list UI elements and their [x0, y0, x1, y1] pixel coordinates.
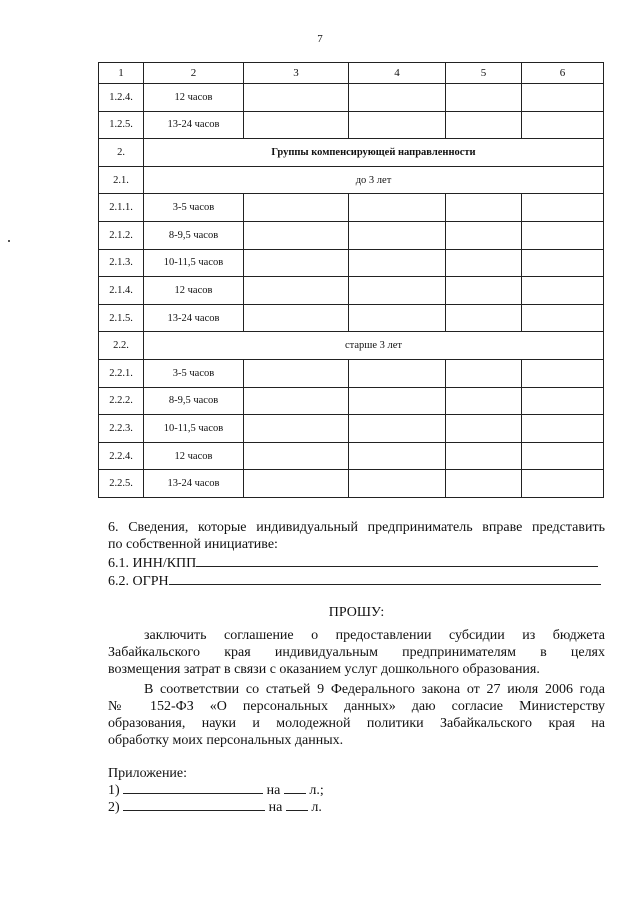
- attachment-item: [108, 782, 605, 799]
- value-cell[interactable]: [244, 415, 349, 443]
- table-row: [99, 166, 604, 194]
- duration-label: 12 часов: [144, 277, 244, 305]
- value-cell[interactable]: [446, 249, 522, 277]
- value-cell[interactable]: [446, 359, 522, 387]
- table-row: [99, 415, 604, 443]
- duration-label: 10-11,5 часов: [144, 249, 244, 277]
- duration-label: 3-5 часов: [144, 359, 244, 387]
- request-p1-line3: возмещения затрат в связи с оказанием услуг дошкольного образования.: [108, 662, 540, 677]
- row-number: 2.1.2.: [99, 221, 144, 249]
- row-number: 2.1.5.: [99, 304, 144, 332]
- row-number: 2.2.2.: [99, 387, 144, 415]
- attachment-item: [108, 799, 605, 816]
- table-row: [99, 139, 604, 167]
- header-cell: 1: [99, 63, 144, 84]
- value-cell[interactable]: [446, 442, 522, 470]
- value-cell[interactable]: [349, 249, 446, 277]
- row-number: 2.2.4.: [99, 442, 144, 470]
- value-cell[interactable]: [349, 359, 446, 387]
- row-number: 2.1.1.: [99, 194, 144, 222]
- table-row: [99, 387, 604, 415]
- value-cell[interactable]: [244, 221, 349, 249]
- table-row: [99, 111, 604, 139]
- attachment-suffix: л.: [311, 800, 322, 815]
- duration-label: 8-9,5 часов: [144, 387, 244, 415]
- attachment-suffix: л.;: [309, 783, 324, 798]
- value-cell[interactable]: [522, 84, 604, 112]
- value-cell[interactable]: [349, 111, 446, 139]
- value-cell[interactable]: [446, 194, 522, 222]
- group-heading: Группы компенсирующей направленности: [144, 139, 604, 167]
- value-cell[interactable]: [446, 387, 522, 415]
- duration-label: 10-11,5 часов: [144, 415, 244, 443]
- inn-row: [108, 555, 605, 572]
- request-p2-line3: образования, науки и молодежной политики Забайкальского края на: [108, 716, 605, 731]
- table-row: [99, 470, 604, 498]
- duration-label: 13-24 часов: [144, 111, 244, 139]
- value-cell[interactable]: [349, 84, 446, 112]
- duration-label: 13-24 часов: [144, 470, 244, 498]
- attachment-na: на: [266, 783, 281, 798]
- row-number: 2.1.: [99, 166, 144, 194]
- value-cell[interactable]: [446, 470, 522, 498]
- value-cell[interactable]: [446, 304, 522, 332]
- attachment-num: 2): [108, 800, 120, 815]
- value-cell[interactable]: [522, 221, 604, 249]
- row-number: 2.2.1.: [99, 359, 144, 387]
- value-cell[interactable]: [349, 277, 446, 305]
- row-number: 2.: [99, 139, 144, 167]
- table-row: [99, 249, 604, 277]
- section6-line2: по собственной инициативе:: [108, 537, 278, 552]
- section6-line1: 6. Сведения, которые индивидуальный предприниматель вправе представить: [108, 520, 605, 535]
- ogrn-label: 6.2. ОГРН: [108, 574, 169, 589]
- value-cell[interactable]: [244, 387, 349, 415]
- table-row: [99, 304, 604, 332]
- row-number: 1.2.4.: [99, 84, 144, 112]
- table-row: [99, 332, 604, 360]
- ogrn-row: [108, 573, 605, 590]
- request-p2-line2: № 152-ФЗ «О персональных данных» даю согласие Министерству: [108, 699, 605, 714]
- row-number: 1.2.5.: [99, 111, 144, 139]
- duration-label: 8-9,5 часов: [144, 221, 244, 249]
- value-cell[interactable]: [244, 194, 349, 222]
- value-cell[interactable]: [522, 277, 604, 305]
- table-row: [99, 442, 604, 470]
- header-cell: 5: [446, 63, 522, 84]
- request-p1-line1: заключить соглашение о предоставлении субсидии из бюджета: [144, 628, 605, 643]
- table-row: [99, 277, 604, 305]
- request-p2-line1: В соответствии со статьей 9 Федерального закона от 27 июля 2006 года: [144, 682, 605, 697]
- value-cell[interactable]: [522, 387, 604, 415]
- table-header-row: [99, 63, 604, 84]
- value-cell[interactable]: [446, 221, 522, 249]
- attachment-name-field[interactable]: [123, 810, 265, 811]
- attachment-pages-field[interactable]: [284, 793, 306, 794]
- row-number: 2.1.4.: [99, 277, 144, 305]
- ogrn-field[interactable]: [169, 584, 601, 585]
- attachment-num: 1): [108, 783, 120, 798]
- value-cell[interactable]: [244, 304, 349, 332]
- request-p2-line4: обработку моих персональных данных.: [108, 733, 344, 748]
- value-cell[interactable]: [522, 304, 604, 332]
- attachment-pages-field[interactable]: [286, 810, 308, 811]
- page-number: 7: [317, 33, 323, 45]
- row-number: 2.2.: [99, 332, 144, 360]
- value-cell[interactable]: [349, 221, 446, 249]
- header-cell: 6: [522, 63, 604, 84]
- inn-field[interactable]: [196, 566, 598, 567]
- duration-label: 12 часов: [144, 442, 244, 470]
- value-cell[interactable]: [522, 249, 604, 277]
- header-cell: 2: [144, 63, 244, 84]
- value-cell[interactable]: [522, 359, 604, 387]
- value-cell[interactable]: [349, 470, 446, 498]
- value-cell[interactable]: [244, 111, 349, 139]
- row-number: 2.2.5.: [99, 470, 144, 498]
- header-cell: 3: [244, 63, 349, 84]
- data-table: [98, 62, 604, 498]
- table-row: [99, 221, 604, 249]
- inn-label: 6.1. ИНН/КПП: [108, 556, 197, 571]
- header-cell: 4: [349, 63, 446, 84]
- attachment-na: на: [268, 800, 283, 815]
- value-cell[interactable]: [522, 111, 604, 139]
- value-cell[interactable]: [349, 194, 446, 222]
- value-cell[interactable]: [522, 470, 604, 498]
- value-cell[interactable]: [522, 194, 604, 222]
- duration-label: 13-24 часов: [144, 304, 244, 332]
- value-cell[interactable]: [244, 470, 349, 498]
- table-row: [99, 84, 604, 112]
- duration-label: 12 часов: [144, 84, 244, 112]
- value-cell[interactable]: [446, 415, 522, 443]
- duration-label: 3-5 часов: [144, 194, 244, 222]
- value-cell[interactable]: [244, 442, 349, 470]
- row-number: 2.1.3.: [99, 249, 144, 277]
- request-p1-line2: Забайкальского края индивидуальным предпринимателям в целях: [108, 645, 605, 660]
- request-heading: ПРОШУ:: [328, 605, 385, 620]
- table-row: [99, 359, 604, 387]
- value-cell[interactable]: [446, 111, 522, 139]
- value-cell[interactable]: [244, 277, 349, 305]
- value-cell[interactable]: [446, 84, 522, 112]
- row-number: 2.2.3.: [99, 415, 144, 443]
- value-cell[interactable]: [244, 249, 349, 277]
- group-heading: до 3 лет: [144, 166, 604, 194]
- value-cell[interactable]: [349, 442, 446, 470]
- attachments-title: Приложение:: [108, 766, 188, 781]
- value-cell[interactable]: [522, 442, 604, 470]
- value-cell[interactable]: [446, 277, 522, 305]
- attachment-name-field[interactable]: [123, 793, 263, 794]
- value-cell[interactable]: [244, 84, 349, 112]
- margin-mark: [8, 240, 10, 242]
- value-cell[interactable]: [349, 415, 446, 443]
- group-heading: старше 3 лет: [144, 332, 604, 360]
- value-cell[interactable]: [244, 359, 349, 387]
- table-row: [99, 194, 604, 222]
- value-cell[interactable]: [349, 387, 446, 415]
- value-cell[interactable]: [522, 415, 604, 443]
- value-cell[interactable]: [349, 304, 446, 332]
